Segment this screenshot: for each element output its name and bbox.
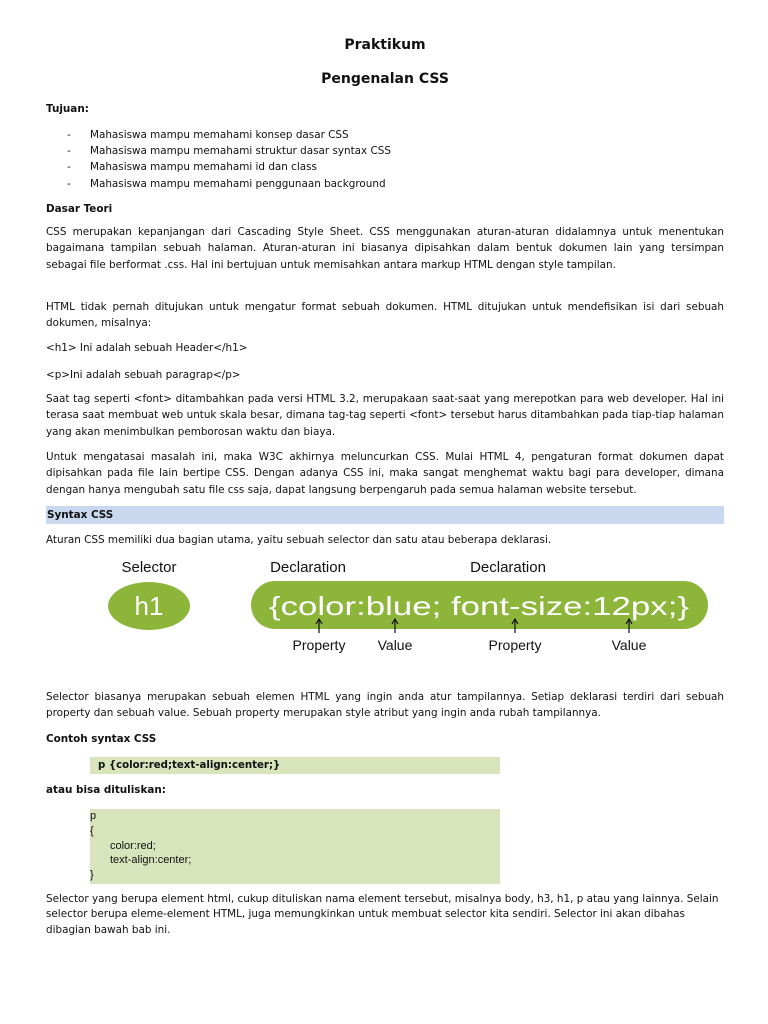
list-item: [46, 159, 724, 175]
list-item-text: Mahasiswa mampu memahami penggunaan background: [90, 177, 386, 190]
selector-label: Selector: [121, 559, 177, 576]
code-inline-text: p {color:red;text-align:center;}: [98, 760, 281, 771]
code-line: {: [90, 824, 94, 837]
code-line: p: [90, 810, 97, 822]
code-block-example: [90, 809, 500, 884]
code-line: color:red;: [110, 839, 156, 852]
code-line: }: [90, 869, 94, 882]
value-label-1: Value: [377, 637, 413, 653]
declaration-code-text: {color:blue; font-size:12px;}: [269, 591, 690, 621]
paragraph-font-tag: Saat tag seperti <font> ditambahkan pada versi HTML 3.2, merupakaan saat-saat yang merepotkan para web developer. Hal ini terasa saat membuat web untuk skala besar, dimana tag-tag seperti <font> tersebut harus ditambahkan pada tiap-tiap halaman yang akan menimbulkan pemborosan waktu dan biaya.: [46, 393, 724, 438]
list-item-text: Mahasiswa mampu memahami id dan class: [90, 161, 317, 174]
list-bullet: -: [67, 129, 71, 141]
syntax-css-heading: Syntax CSS: [47, 509, 114, 521]
tujuan-heading: Tujuan:: [46, 103, 89, 115]
list-bullet: -: [67, 161, 71, 174]
paragraph-w3c: Untuk mengatasai masalah ini, maka W3C akhirnya meluncurkan CSS. Mulai HTML 4, pengaturan format dokumen dapat dipisahkan pada file lain bertipe CSS. Dengan adanya CSS ini, maka sangat menghemat waktu bagi para developer, dimana dengan hanya mengubah satu file css saja, dapat langsung berpengaruh pada semua halaman website tersebut.: [46, 451, 724, 496]
list-bullet: -: [67, 177, 71, 190]
declaration-label-2: Declaration: [470, 559, 546, 576]
syntax-css-section-band: [46, 506, 724, 524]
list-item-text: Mahasiswa mampu memahami konsep dasar CSS: [90, 129, 349, 141]
paragraph-final: Selector yang berupa element html, cukup dituliskan nama element tersebut, misalnya body, h3, h1, p atau yang lainnya. Selain selector berupa eleme-element HTML, juga memungkinkan untuk membuat selector kita sendiri. Selector ini akan dibahas dibagian bawah bab ini.: [46, 893, 719, 936]
css-syntax-diagram: [98, 555, 718, 660]
declaration-label-1: Declaration: [270, 559, 346, 576]
dasar-teori-heading: Dasar Teori: [46, 203, 113, 215]
code-inline-example: [90, 757, 500, 774]
example-h1-tag: <h1> Ini adalah sebuah Header</h1>: [46, 342, 248, 354]
list-bullet: -: [67, 145, 71, 158]
list-item-text: Mahasiswa mampu memahami struktur dasar syntax CSS: [90, 145, 391, 158]
value-label-2: Value: [611, 637, 647, 653]
selector-h1-text: h1: [134, 591, 164, 621]
contoh-syntax-heading: Contoh syntax CSS: [46, 733, 157, 745]
paragraph-css-definition: CSS merupakan kepanjangan dari Cascading Style Sheet. CSS menggunakan aturan-aturan didalamnya untuk menentukan bagaimana tampilan sebuah halaman. Aturan-aturan ini biasanya dipisahkan dalam bentuk dokumen lain yang tersimpan sebagai file berformat .css. Hal ini bertujuan untuk memisahkan antara markup HTML dengan style tampilan.: [46, 226, 724, 271]
property-label-1: Property: [292, 637, 346, 653]
syntax-intro: Aturan CSS memiliki dua bagian utama, yaitu sebuah selector dan satu atau beberapa deklarasi.: [46, 534, 552, 546]
paragraph-html-purpose: HTML tidak pernah ditujukan untuk mengatur format sebuah dokumen. HTML ditujukan untuk mendefisikan isi dari sebuah dokumen, misalnya:: [46, 301, 724, 330]
list-item: [46, 143, 724, 159]
tujuan-list: [46, 127, 724, 192]
code-line: text-align:center;: [110, 854, 192, 867]
list-item: [46, 176, 724, 192]
document-subtitle: Pengenalan CSS: [321, 71, 449, 87]
paragraph-selector: Selector biasanya merupakan sebuah elemen HTML yang ingin anda atur tampilannya. Setiap deklarasi terdiri dari sebuah property dan sebuah value. Sebuah property merupakan style atribut yang ingin anda rubah tampilannya.: [46, 691, 724, 720]
document-title: Praktikum: [344, 37, 426, 53]
property-label-2: Property: [488, 637, 542, 653]
atau-text: atau bisa dituliskan:: [46, 784, 166, 796]
example-p-tag: <p>Ini adalah sebuah paragrap</p>: [46, 369, 241, 381]
list-item: [46, 127, 724, 143]
